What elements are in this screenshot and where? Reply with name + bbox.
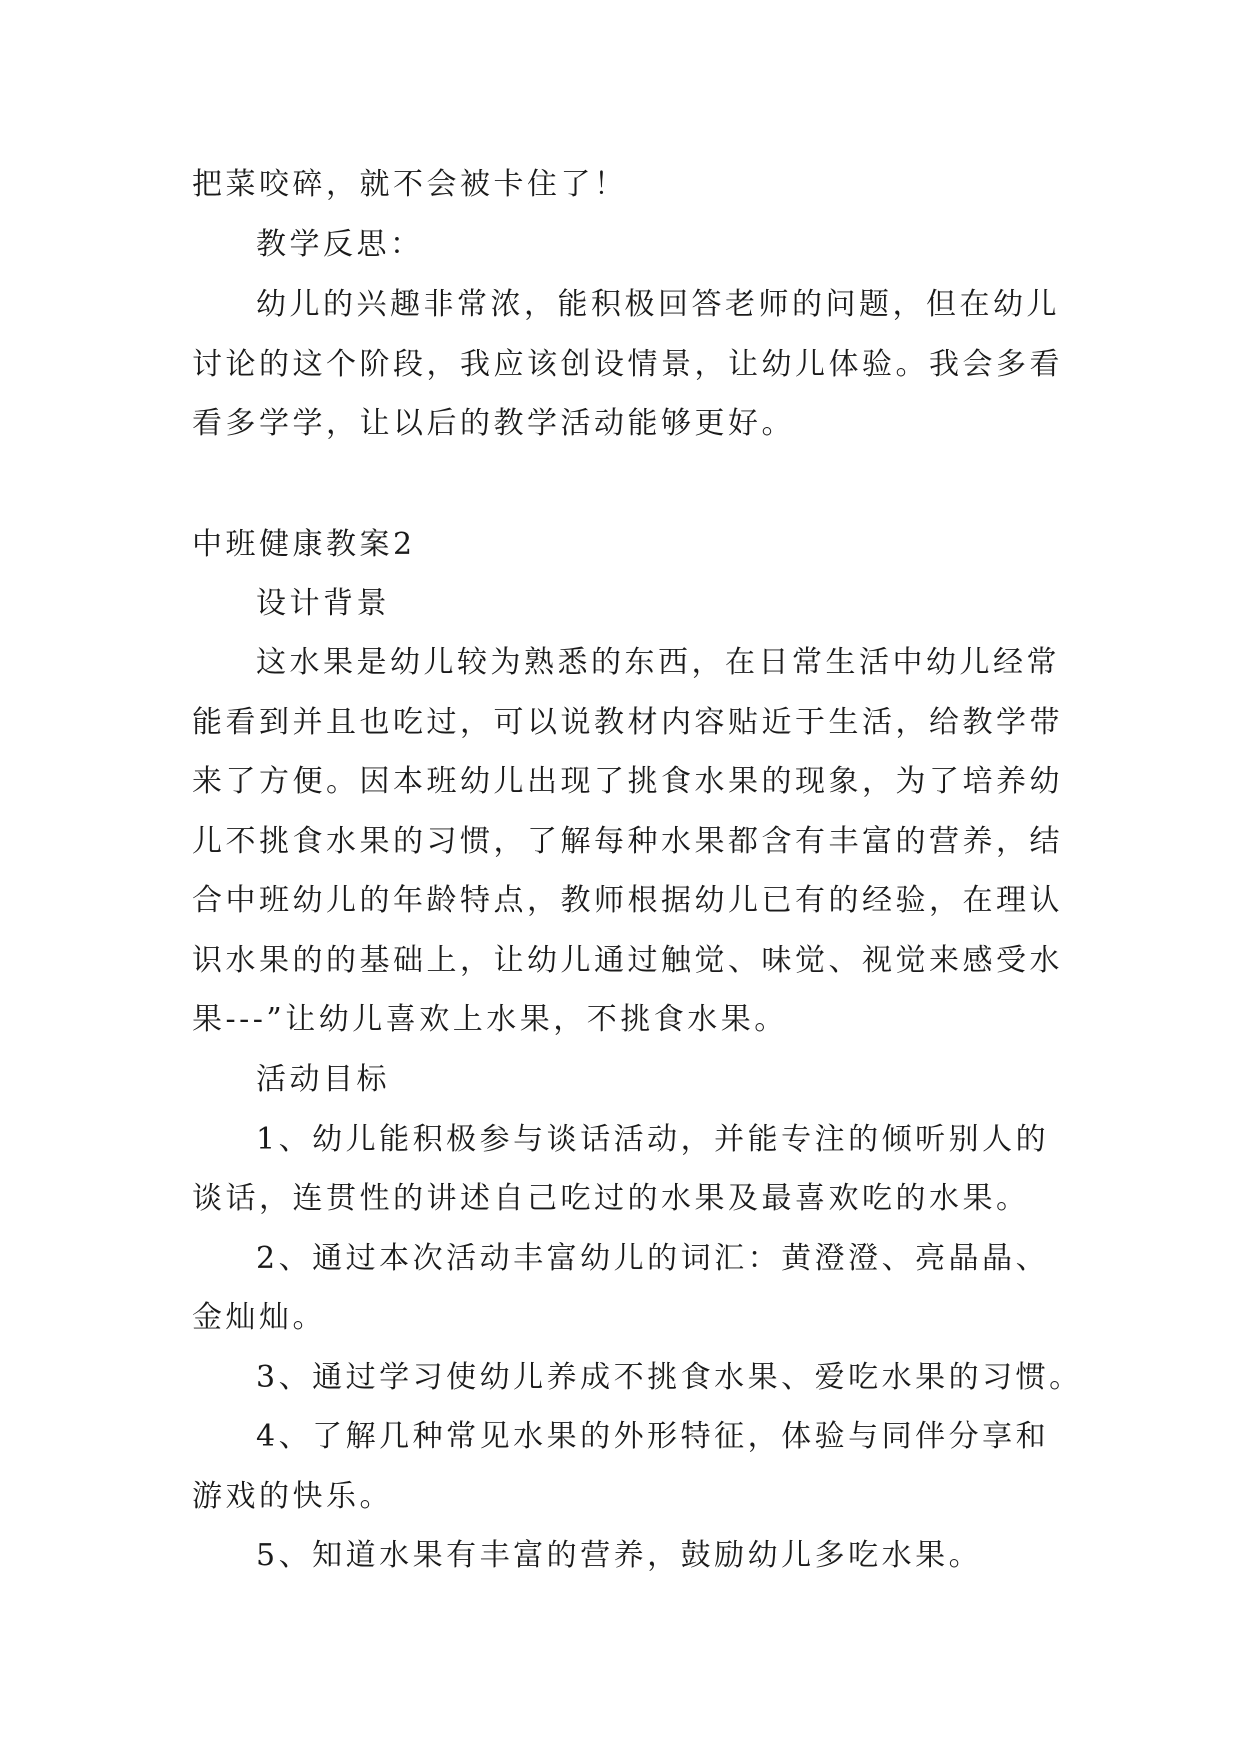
goal-item: 4、了解几种常见水果的外形特征，体验与同伴分享和 [256, 1419, 1050, 1454]
lesson-title: 中班健康教案2 [192, 527, 416, 562]
text-line: 把菜咬碎，就不会被卡住了！ [192, 167, 628, 202]
goal-item: 1、幼儿能积极参与谈话活动，并能专注的倾听别人的 [256, 1122, 1050, 1157]
section-heading-design-background: 设计背景 [256, 586, 390, 621]
text-line: 果---”让幼儿喜欢上水果，不挑食水果。 [192, 1002, 788, 1037]
text-line: 儿不挑食水果的习惯，了解每种水果都含有丰富的营养，结 [192, 824, 1063, 859]
text-line: 来了方便。因本班幼儿出现了挑食水果的现象，为了培养幼 [192, 764, 1063, 799]
text-line: 幼儿的兴趣非常浓，能积极回答老师的问题，但在幼儿 [256, 287, 1060, 322]
text-line: 讨论的这个阶段，我应该创设情景，让幼儿体验。我会多看 [192, 347, 1063, 382]
text-line: 能看到并且也吃过，可以说教材内容贴近于生活，给教学带 [192, 705, 1063, 740]
goal-item: 2、通过本次活动丰富幼儿的词汇：黄澄澄、亮晶晶、 [256, 1241, 1050, 1276]
text-line: 看多学学，让以后的教学活动能够更好。 [192, 406, 795, 441]
section-heading-teaching-reflection: 教学反思： [256, 227, 424, 262]
goal-item: 3、通过学习使幼儿养成不挑食水果、爱吃水果的习惯。 [256, 1360, 1083, 1395]
text-line: 这水果是幼儿较为熟悉的东西，在日常生活中幼儿经常 [256, 645, 1060, 680]
goal-item: 5、知道水果有丰富的营养，鼓励幼儿多吃水果。 [256, 1538, 983, 1573]
text-line: 游戏的快乐。 [192, 1479, 393, 1514]
text-line: 合中班幼儿的年龄特点，教师根据幼儿已有的经验，在理认 [192, 883, 1063, 918]
section-heading-activity-goals: 活动目标 [256, 1062, 390, 1097]
text-line: 谈话，连贯性的讲述自己吃过的水果及最喜欢吃的水果。 [192, 1181, 1030, 1216]
text-line: 识水果的的基础上，让幼儿通过触觉、味觉、视觉来感受水 [192, 943, 1063, 978]
text-line: 金灿灿。 [192, 1300, 326, 1335]
